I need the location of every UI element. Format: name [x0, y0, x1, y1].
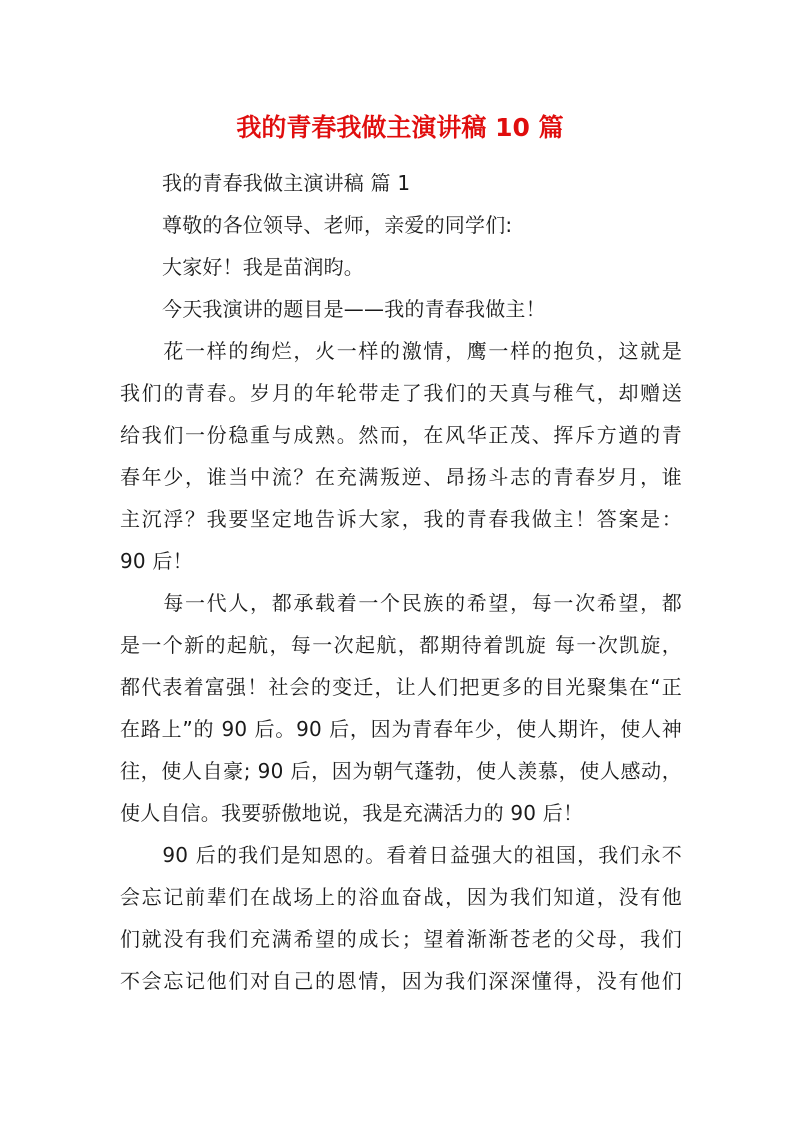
paragraph-line: 春年少，谁当中流？在充满叛逆、昂扬斗志的青春岁月，谁: [120, 465, 682, 489]
paragraph-line: 不会忘记他们对自己的恩情，因为我们深深懂得，没有他们: [120, 969, 682, 993]
paragraph-line: 是一个新的起航，每一次起航，都期待着凯旋 每一次凯旋，: [120, 633, 682, 657]
intro-line: 大家好！我是苗润昀。: [162, 255, 364, 279]
paragraph-line: 每一代人，都承载着一个民族的希望，每一次希望，都: [120, 591, 682, 615]
topic-line: 今天我演讲的题目是——我的青春我做主！: [162, 297, 546, 321]
paragraph-line: 会忘记前辈们在战场上的浴血奋战，因为我们知道，没有他: [120, 885, 682, 909]
document-body: [120, 162, 682, 1002]
paragraph-line: 我们的青春。岁月的年轮带走了我们的天真与稚气，却赠送: [120, 381, 682, 405]
paragraph-line: 都代表着富强！社会的变迁，让人们把更多的目光聚集在“正: [120, 675, 682, 699]
paragraph-line: 往，使人自豪; 90 后，因为朝气蓬勃，使人羡慕，使人感动，: [120, 759, 682, 783]
greeting-line: 尊敬的各位领导、老师，亲爱的同学们:: [162, 213, 513, 237]
paragraph-line: 们就没有我们充满希望的成长；望着渐渐苍老的父母，我们: [120, 927, 682, 951]
paragraph-3: [120, 834, 682, 1002]
paragraph-line: 使人自信。我要骄傲地说，我是充满活力的 90 后！: [120, 801, 584, 825]
subtitle-line: 我的青春我做主演讲稿 篇 1: [162, 171, 411, 195]
paragraph-2: [120, 582, 682, 834]
paragraph-line: 90 后！: [120, 549, 193, 573]
paragraph-line: 在路上”的 90 后。90 后，因为青春年少，使人期许，使人神: [120, 717, 682, 741]
paragraph-line: 花一样的绚烂，火一样的激情，鹰一样的抱负，这就是: [120, 339, 682, 363]
paragraph-line: 给我们一份稳重与成熟。然而，在风华正茂、挥斥方遒的青: [120, 423, 682, 447]
paragraph-1: [120, 330, 682, 582]
paragraph-line: 90 后的我们是知恩的。看着日益强大的祖国，我们永不: [120, 843, 682, 867]
document-title: 我的青春我做主演讲稿 10 篇: [236, 113, 564, 142]
paragraph-line: 主沉浮？我要坚定地告诉大家，我的青春我做主！答案是：: [120, 507, 682, 531]
